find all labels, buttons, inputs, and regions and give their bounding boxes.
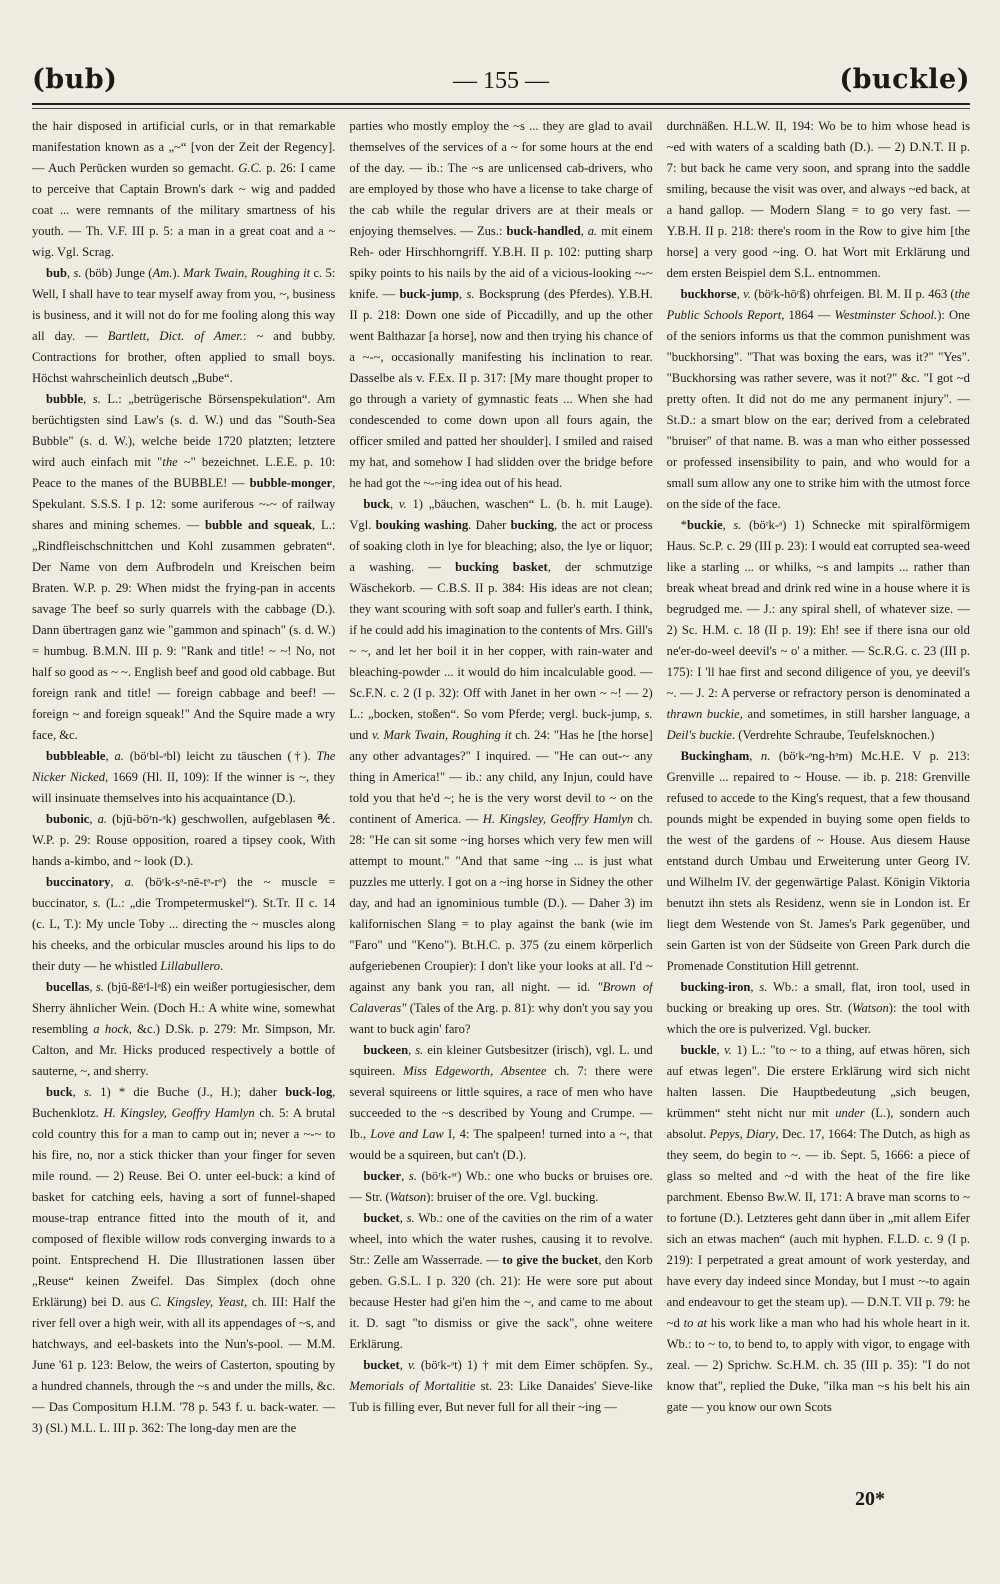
dictionary-entry: bucking-iron, s. Wb.: a small, flat, iron tool, used in bucking or breaking up ores. Str. (Watson): the tool with which the ore is pulverized. Vgl. bucker. <box>666 980 970 1036</box>
printer-signature-mark: 20* <box>855 1488 885 1510</box>
page-number: — 155 — <box>453 68 549 94</box>
dictionary-entry: buckhorse, v. (böʳk-hōʳß) ohrfeigen. Bl. M. II p. 463 (the Public Schools Report, 1864 — Westminster School.): One of the seniors informs us that the common punishment was "buckhorsing". "That was boxing the ears, was it?" "Yes". "Buckhorsing was rather severe, was it not?" &c. "I got ~d pretty often. It did not do me any permanent injury". — St.D.: a smart blow on the ear; derived from a celebrated "bruiser" of that name. B. was a man who either possessed or professed insensibility to pain, and who would for a small sum allow any one to strike him with the utmost force on the side of the face. <box>666 287 970 511</box>
text-columns <box>32 116 970 1486</box>
dictionary-entry: *buckie, s. (böʳk-ᵊ) 1) Schnecke mit spiralförmigem Haus. Sc.P. c. 29 (III p. 23): I would eat corrupted sea-weed like a starling ... or whilks, ~s and lampits ... rather than break wheat bread and drink red wine in a house where it is begrudged me. — J.: any spiral shell, of whatever size. — 2) Sc. H.M. c. 18 (II p. 19): Eh! see if there isna our old ne'er-do-weel deevil's ~ o' a mither. — Sc.R.G. c. 23 (III p. 175): I 'll hae first and second diligence of you, ye deevil's ~. — J. 2: A perverse or refractory person is denominated a thrawn buckie, and sometimes, in still harsher language, a Deil's buckie. (Verdrehte Schraube, Teufelsknochen.) <box>666 518 970 742</box>
entry-continuation: durchnäßen. H.L.W. II, 194: Wo be to him whose head is ~ed with waters of a scalding bath (D.). — 2) D.N.T. II p. 7: but back he came very soon, and sprang into the saddle smiling, because the visit was over, and always ~ed back, at a hand gallop. — Modern Slang = to go very fast. — Y.B.H. II p. 218: there's room in the Row to give him [the horse] a very good ~ing. O. hat Wort mit Erklärung und dem ersten Beispiel dem S.L. entnommen. <box>666 119 970 280</box>
dictionary-entry: buckle, v. 1) L.: "to ~ to a thing, auf etwas hören, sich auf etwas legen". Die erstere Erklärung wird sich nicht halten lassen. Die Hauptbedeutung „sich beugen, krümmen“ steht nicht nur mit under (L.), sondern auch absolut. Pepys, Diary, Dec. 17, 1664: The Dutch, as high as they seem, do begin to ~. — ib. Sept. 5, 1666: a piece of glass so melted and ~d with the heat of the fire like parchment. Ebenso Bw.W. II, 171: A brave man scorns to ~ to fortune (D.). Letzteres geht dann über in „mit allem Eifer sich an etwas machen“ (auch mit hyphen. F.L.D. c. 9 (I p. 219): I perpetrated a great amount of work yesterday, and have every day indeed since Monday, but I must ~-to again and endeavour to get the steam up). — D.N.T. VII p. 79: he ~d to at his work like a man who had his whole heart in it. Wb.: to ~ to, to bend to, to apply with vigor, to engage with zeal. — 2) Sprichw. Sc.H.M. ch. 35 (III p. 35): "I do not know that", replied the Duke, "ilka man ~s his belt his ain gate — you know our own Scots <box>666 1043 970 1414</box>
column-3 <box>667 116 970 1486</box>
entry-continuation: the hair disposed in artificial curls, or in that remarkable manifestation known as a „~“ [von der Zeit der Regency]. — Auch Perücken wurden so gemacht. G.C. p. 26: I came to perceive that Captain Brown's dark ~ wig and padded coat ... were remnants of the military smartness of his youth. — Th. V.F. III p. 5: a man in a great coat and a ~ wig. Vgl. Scrag. <box>32 119 336 259</box>
dictionary-entry: bucker, s. (böʳk-ᵊʳ) Wb.: one who bucks or bruises ore. — Str. (Watson): bruiser of the ore. Vgl. bucking. <box>349 1169 653 1204</box>
column-2 <box>349 116 652 1486</box>
dictionary-entry: bub, s. (böb) Junge (Am.). Mark Twain, Roughing it c. 5: Well, I shall have to tear myself away from you, ~, business is business, and it will not do for me fooling along this way all day. — Bartlett, Dict. of Amer.: ~ and bubby. Contractions for brother, often applied to small boys. Höchst wahrscheinlich deutsch „Bube“. <box>32 266 336 385</box>
page-header <box>32 62 970 102</box>
dictionary-entry: Buckingham, n. (böʳk-ᵊng-hᵊm) Mc.H.E. V p. 213: Grenville ... repaired to ~ House. — ib. p. 218: Grenville refused to accede to the King's request, that a few thousand pounds might be expended in buying some open fields to the west of the gardens of ~ House. Aus diesem Hause entstand durch Umbau und Erweiterung unter Georg IV. und Wilhelm IV. der gegenwärtige Palast. Königin Viktoria benutzt ihn stets als Residenz, wenn sie in London ist. Er liegt dem Westende von St. James's Park gegenüber, und sein Garten ist von der Südseite von Green Park durch die Promenade Constitution Hill getrennt. <box>666 749 970 973</box>
header-rule-thick <box>32 103 970 105</box>
dictionary-entry: bubbleable, a. (böʳbl-ᵊbl) leicht zu täuschen (†). The Nicker Nicked, 1669 (Hl. II, 109): If the winner is ~, they will insinuate themselves into his acquaintance (D.). <box>32 749 336 805</box>
header-right-guideword: (buckle) <box>839 64 970 95</box>
header-rule-thin <box>32 108 970 109</box>
header-left-guideword: (bub) <box>32 64 118 95</box>
dictionary-entry: buckeen, s. ein kleiner Gutsbesitzer (irisch), vgl. L. und squireen. Miss Edgeworth, Absentee ch. 7: there were several squireens or little squires, a race of men who have succeeded to the ~s described by Young and Crumpe. — Ib., Love and Law I, 4: The spalpeen! turned into a ~, that would be a squireen, but can't (D.). <box>349 1043 653 1162</box>
column-1 <box>32 116 335 1486</box>
dictionary-entry: bucket, v. (böʳk-ᵊt) 1) † mit dem Eimer schöpfen. Sy., Memorials of Mortalitie st. 23: Like Danaides' Sieve-like Tub is filling ever, But never full for all their ~ing — <box>349 1358 653 1414</box>
dictionary-entry: buck, v. 1) „bäuchen, waschen“ L. (b. h. mit Lauge). Vgl. bouking washing. Daher bucking, the act or process of soaking cloth in lye for bleaching; also, the lye or liquor; a washing. — bucking basket, der schmutzige Wäschekorb. — C.B.S. II p. 384: His ideas are not clean; they want scouring with soft soap and fuller's earth. I think, if he could add his imagination to the contents of Mrs. Gill's ~ ~, and let her boil it in her copper, with rain-water and bleaching-powder ... it would do him incalculable good. — Sc.F.N. c. 2 (I p. 32): Off with Janet in her own ~ ~! — 2) L.: „bocken, stoßen“. So vom Pferde; vergl. buck-jump, s. und v. Mark Twain, Roughing it ch. 24: "Has he [the horse] any other advantages?" I inquired. — "He can out-~ any thing in America!" — ib.: any child, any Injun, could have told you that he'd ~; he is the very worst devil to ~ on the continent of America. — H. Kingsley, Geoffry Hamlyn ch. 28: "He can sit some ~ing horses which very few men will attempt to mount." "And that same ~ing ... is just what puzzles me utterly. I got on a ~ing horse in Sidney the other day, and had an ignominious tumble (D.). — Daher 3) im kalifornischen Slang = to play against the bank (wie im "Faro" und "Keno"). Bt.H.C. p. 375 (zu einem körperlich aufgeriebenen Croupier): I don't like your looks at all. I'd ~ against any bank you ran, all night. — id. "Brown of Calaveras" (Tales of the Arg. p. 81): why don't you say you want to buck agin' faro? <box>349 497 653 1036</box>
dictionary-entry: buccinatory, a. (böʳk-sᵊ-nē-tᵊ-rᵊ) the ~ muscle = buccinator, s. (L.: „die Trompetermuskel“). St.Tr. II c. 14 (c. L, T.): My uncle Toby ... directing the ~ muscles along his cheeks, and the orbicular muscles around his lips to do their duty — he whistled Lillabullero. <box>32 875 336 973</box>
dictionary-entry: bubble, s. L.: „betrügerische Börsenspekulation“. Am berüchtigsten sind Law's (s. d. W.) und das "South-Sea Bubble" (s. d. W.), welche beide 1720 platzten; letztere wird auch einfach mit "the ~" bezeichnet. L.E.E. p. 10: Peace to the manes of the BUBBLE! — bubble-monger, Spekulant. S.S.S. I p. 12: some auriferous ~-~ of railway shares and mining schemes. — bubble and squeak, L.: „Rindfleischschnittchen und Kohl zusammen gebraten“. Der Name von dem Aufbrodeln und Kreischen beim Braten. W.P. p. 29: When midst the frying-pan in accents savage The beef so surly quarrels with the cabbage (D.). Dann übertragen ganz wie "gammon and spinach" (s. d. W.) = humbug. B.M.N. III p. 9: "Rank and title! ~ ~! No, not half so good as ~ ~. English beef and good old cabbage. But foreign rank and title! — foreign cabbage and beef! — foreign ~ and foreign squeak!" And the Squire made a wry face, &c. <box>32 392 336 742</box>
dictionary-entry: buck, s. 1) * die Buche (J., H.); daher buck-log, Buchenklotz. H. Kingsley, Geoffry Hamlyn ch. 5: A brutal cold country this for a man to camp out in; never a ~-~ to his fire, no, nor a stick thicker than your finger for seven mile round. — 2) Reuse. Bei O. unter eel-buck: a kind of basket for catching eels, having a sort of funnel-shaped mouse-trap entrance fitted into the mouth of it, and composed of flexible willow rods converging inwards to a point. Entsprechend H. Die Illustrationen lassen über „Reuse“ keinen Zweifel. Das Simplex (doch ohne Erklärung) bei D. aus C. Kingsley, Yeast, ch. III: Half the river fell over a high weir, with all its appendages of ~s, and hatchways, and eel-baskets into the Nun's-pool. — M.M. June '61 p. 123: Below, the weirs of Casterton, spouting by a hundred channels, through the ~s and under the mills, &c. — Das Compositum H.I.M. '78 p. 543 f. u. back-water. — 3) (Sl.) M.L. L. III p. 362: The long-day men are the <box>32 1085 336 1435</box>
dictionary-entry: bucket, s. Wb.: one of the cavities on the rim of a water wheel, into which the water rushes, causing it to revolve. Str.: Zelle am Wasserrade. — to give the bucket, den Korb geben. G.S.L. I p. 320 (ch. 21): He were sore put about because Hester had gi'en him the ~, and came to me about it. D. sagt "to dismiss or give the sack", ohne weitere Erklärung. <box>349 1211 653 1351</box>
dictionary-entry: bubonic, a. (bjū-böʳn-ᵊk) geschwollen, aufgeblasen ℀. W.P. p. 29: Rouse opposition, roared a tipsey cook, With hands a-kimbo, and ~ look (D.). <box>32 812 336 868</box>
entry-continuation: parties who mostly employ the ~s ... they are glad to avail themselves of the services of a ~ for some hours at the end of the day. — ib.: The ~s are unlicensed cab-drivers, who are employed by those who have a license to take charge of the cab while the regular drivers are at their meals or enjoying themselves. — Zus.: buck-handled, a. mit einem Reh- oder Hirschhorngriff. Y.B.H. II p. 102: putting sharp spiky points to his nails by the aid of a vicious-looking ~-~ knife. — buck-jump, s. Bocksprung (des Pferdes). Y.B.H. II p. 218: Down one side of Piccadilly, and up the other went Balthazar [a horse], now and then trying his chance of a ~-~, occasionally manifesting his inclination to rear. Dasselbe als v. F.Ex. II p. 317: [My mare thought proper to go through a variety of gymnastic feats ... When she had condescended to come down upon all fours again, the officer smiled and patted her shoulder]. I smiled and raised my hat, and somehow I had slidden over the bridge before he had got the ~-~ing idea out of his head. <box>349 119 653 490</box>
dictionary-entry: bucellas, s. (bjū-ßēʳl-lᵊß) ein weißer portugiesischer, dem Sherry ähnlicher Wein. (Doch H.: A white wine, somewhat resembling a hock, &c.) D.Sk. p. 279: Mr. Simpson, Mr. Calton, and Mr. Hicks produced respectively a bottle of sauterne, ~, and sherry. <box>32 980 336 1078</box>
